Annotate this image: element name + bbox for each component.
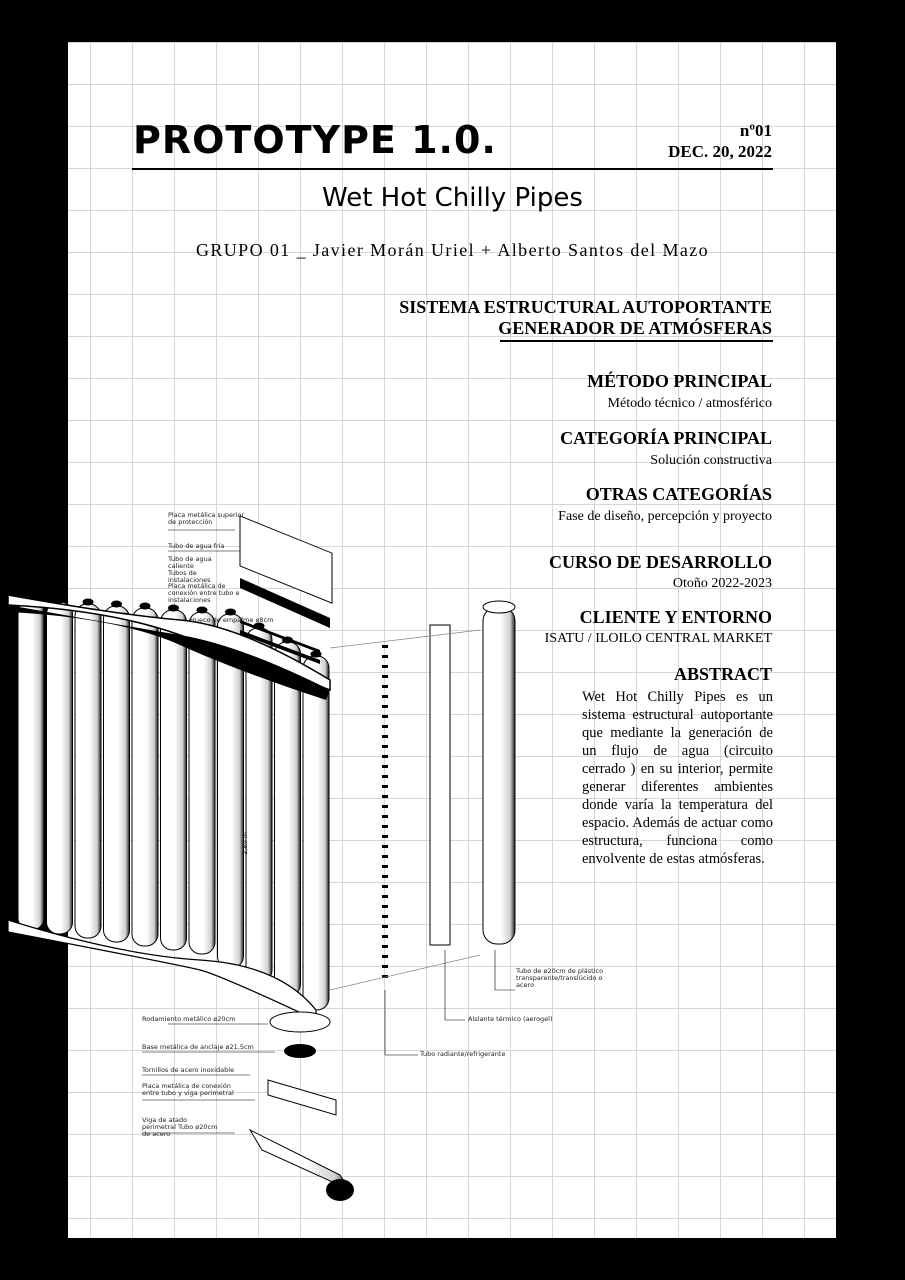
abstract-text: Wet Hot Chilly Pipes es un sistema estructural autoportante que mediante la generación de un flujo de agua (circuito cerrado ) en su interior, permite generar diferentes ambientes donde varía la temperatura del espacio. Además de actuar como estructura, funciona como envolvente de estas atmósferas.	[582, 689, 773, 867]
pipe	[303, 656, 329, 1010]
perimeter-beam-end	[326, 1179, 354, 1201]
label-connection-plate: Placa metálica de conexión entre tubo e instalaciones	[168, 582, 240, 604]
label-hot-water: Tubo de agua caliente	[168, 555, 212, 570]
pipe-hole	[55, 597, 65, 603]
main-category-value: Solución constructiva	[650, 453, 772, 468]
beam-plate	[268, 1080, 336, 1115]
pipe	[246, 628, 272, 982]
label-radiant-tube: Tubo radiante/refrigerante	[420, 1050, 506, 1058]
label-plastic-tube: Tubo de ø20cm de plástico transparente/translúcido o acero	[516, 967, 604, 989]
label-anchor-base: Base metálica de anclaje ø21,5cm	[142, 1043, 254, 1051]
insulation-tube	[430, 625, 450, 945]
main-method-heading: MÉTODO PRINCIPAL	[587, 371, 772, 391]
client-heading: CLIENTE Y ENTORNO	[579, 607, 772, 627]
bearing	[270, 1012, 330, 1032]
pipe	[132, 608, 158, 946]
system-heading	[399, 297, 772, 339]
label-fitting-hole: Hueco de empalme ø8cm	[190, 616, 274, 624]
issue-number: nº01	[739, 121, 772, 140]
course-value: Otoño 2022-2023	[672, 576, 772, 591]
label-bearing: Rodamiento metálico ø20cm	[142, 1015, 236, 1023]
label-cold-water: Tubo de agua fría	[168, 542, 225, 550]
abstract-heading: ABSTRACT	[673, 664, 772, 684]
pipe-hole	[226, 609, 236, 615]
main-category-heading: CATEGORÍA PRINCIPAL	[560, 428, 772, 448]
pipe	[75, 604, 101, 938]
label-perimeter-beam: Viga de atado perimetral Tubo ø20cm de acero	[142, 1116, 218, 1138]
label-insulation: Aislante térmico (aerogel)	[468, 1015, 553, 1023]
project-subtitle: Wet Hot Chilly Pipes	[322, 183, 583, 213]
client-value: ISATU / ILOILO CENTRAL MARKET	[544, 631, 772, 646]
plastic-tube	[483, 607, 515, 944]
label-height: 2,80 m	[240, 832, 249, 855]
pipe	[189, 612, 215, 954]
pipe	[275, 642, 301, 996]
page-title: PROTOTYPE 1.0.	[133, 118, 497, 162]
system-line-2: GENERADOR DE ATMÓSFERAS	[498, 318, 772, 338]
label-top-plate: Placa metálica superior de protección	[168, 511, 245, 526]
title-divider	[132, 168, 773, 170]
system-divider	[500, 340, 773, 342]
label-install-tubes: Tubos de instalaciones	[168, 569, 211, 584]
other-categories-value: Fase de diseño, percepción y proyecto	[558, 509, 772, 524]
pipe	[47, 602, 73, 934]
label-beam-plate: Placa metálica de conexión entre tubo y viga perimetral	[142, 1082, 234, 1097]
other-categories-heading: OTRAS CATEGORÍAS	[585, 484, 772, 504]
pipe	[104, 606, 130, 942]
pipe	[18, 600, 44, 930]
issue-date: DEC. 20, 2022	[668, 142, 772, 161]
course-heading: CURSO DE DESARROLLO	[548, 552, 772, 572]
group-authors: GRUPO 01 _ Javier Morán Uriel + Alberto Santos del Mazo	[195, 240, 710, 260]
system-line-1: SISTEMA ESTRUCTURAL AUTOPORTANTE	[399, 297, 772, 317]
main-method-value: Método técnico / atmosférico	[607, 396, 772, 411]
pipe-hole	[140, 603, 150, 609]
pipe-hole	[197, 607, 207, 613]
anchor-base	[284, 1044, 316, 1058]
pipe-hole	[83, 599, 93, 605]
label-screws: Tornillos de acero inoxidable	[142, 1066, 235, 1074]
pipe-hole	[169, 605, 179, 611]
pipe	[161, 610, 187, 950]
pipe-hole	[112, 601, 122, 607]
